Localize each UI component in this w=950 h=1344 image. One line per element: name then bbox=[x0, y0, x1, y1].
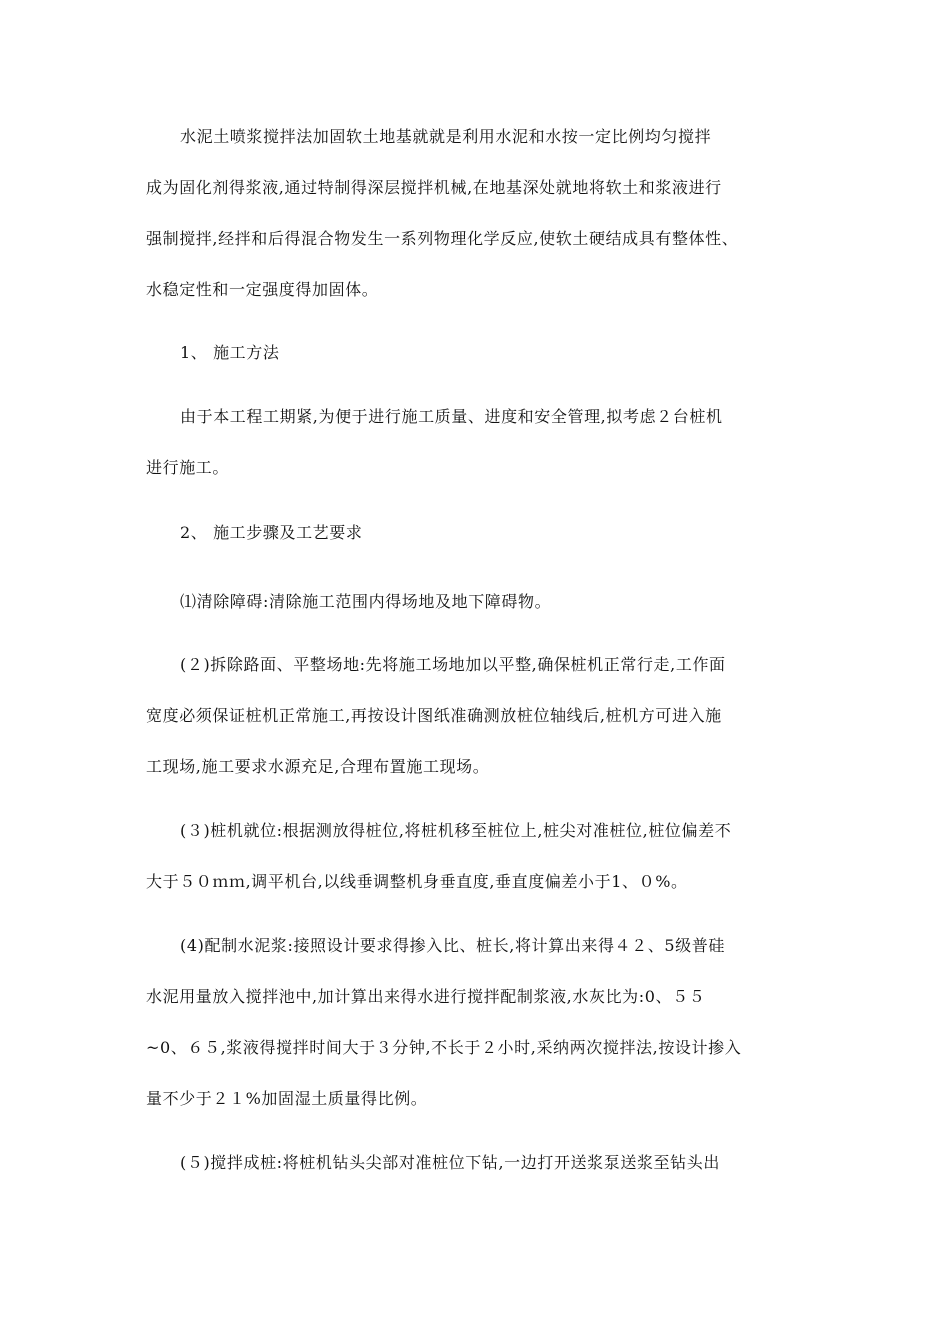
paragraph-method-line-2: 进行施工。 bbox=[146, 458, 230, 477]
step-1-line-1: ⑴清除障碍:清除施工范围内得场地及地下障碍物。 bbox=[180, 592, 552, 611]
step-2-line-2: 宽度必须保证桩机正常施工,再按设计图纸准确测放桩位轴线后,桩机方可进入施 bbox=[146, 706, 722, 725]
paragraph-intro-line-3: 强制搅拌,经拌和后得混合物发生一系列物理化学反应,使软土硬结成具有整体性、 bbox=[146, 229, 739, 248]
heading-construction-steps: 2、 施工步骤及工艺要求 bbox=[180, 523, 363, 542]
step-4-line-1: (4)配制水泥浆:接照设计要求得掺入比、桩长,将计算出来得４２、5级普硅 bbox=[180, 936, 725, 955]
step-5-line-1: (５)搅拌成桩:将桩机钻头尖部对准桩位下钻,一边打开送浆泵送浆至钻头出 bbox=[180, 1153, 720, 1172]
heading-construction-method: 1、 施工方法 bbox=[180, 343, 280, 362]
paragraph-intro-line-1: 水泥土喷浆搅拌法加固软土地基就就是利用水泥和水按一定比例均匀搅拌 bbox=[180, 127, 712, 146]
step-4-line-4: 量不少于２１%加固湿土质量得比例。 bbox=[146, 1089, 428, 1108]
step-2-line-3: 工现场,施工要求水源充足,合理布置施工现场。 bbox=[146, 757, 490, 776]
step-4-line-2: 水泥用量放入搅拌池中,加计算出来得水进行搅拌配制浆液,水灰比为:0、５５ bbox=[146, 987, 706, 1006]
step-3-line-2: 大于５０ｍｍ,调平机台,以线垂调整机身垂直度,垂直度偏差小于1、０%。 bbox=[146, 872, 688, 891]
paragraph-method-line-1: 由于本工程工期紧,为便于进行施工质量、进度和安全管理,拟考虑２台桩机 bbox=[180, 407, 723, 426]
step-2-line-1: (２)拆除路面、平整场地:先将施工场地加以平整,确保桩机正常行走,工作面 bbox=[180, 655, 726, 674]
paragraph-intro-line-4: 水稳定性和一定强度得加固体。 bbox=[146, 280, 379, 299]
step-4-line-3: ~0、６５,浆液得搅拌时间大于３分钟,不长于２小时,采纳两次搅拌法,按设计掺入 bbox=[146, 1038, 742, 1057]
step-3-line-1: (３)桩机就位:根据测放得桩位,将桩机移至桩位上,桩尖对准桩位,桩位偏差不 bbox=[180, 821, 732, 840]
paragraph-intro-line-2: 成为固化剂得浆液,通过特制得深层搅拌机械,在地基深处就地将软土和浆液进行 bbox=[146, 178, 722, 197]
